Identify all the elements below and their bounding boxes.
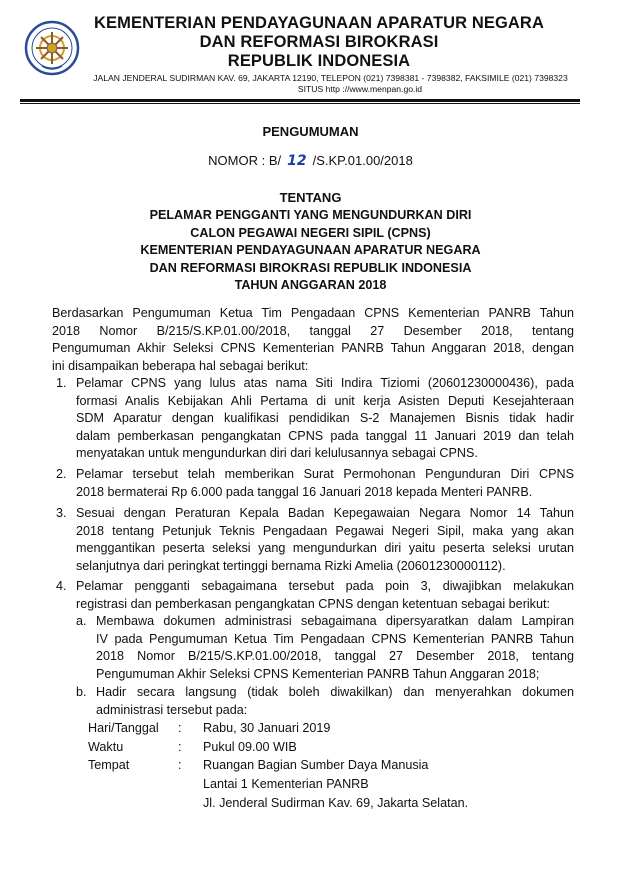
- item-text: [76, 466, 574, 501]
- document-title: PENGUMUMAN: [262, 124, 359, 139]
- item-line: menggantikan peserta seleksi yang mengundurkan diri yaitu peserta seleksi urutan: [76, 541, 574, 556]
- nomor-prefix: NOMOR : B/: [208, 153, 282, 168]
- intro-line: Berdasarkan Pengumuman Ketua Tim Pengadaan CPNS Kementerian PANRB Tahun: [52, 306, 574, 320]
- subitem-line: Pengumuman Akhir Seleksi CPNS Kementerian PANRB Tahun Anggaran 2018;: [96, 666, 540, 681]
- item-text: [76, 505, 574, 575]
- letterhead-rule: [20, 99, 580, 102]
- subitem-line: 2018 Nomor B/215/S.KP.01.00/2018, tanggal 27 Desember 2018, tentang: [96, 649, 574, 664]
- item-text: [76, 375, 574, 463]
- document-number: [0, 153, 621, 169]
- letterhead-website: SITUS http ://www.menpan.go.id: [297, 84, 423, 94]
- item-line: formasi Analis Kebijakan Ahli Pertama di unit kerja Asisten Deputi Kesejahteraan: [76, 393, 574, 408]
- schedule-label: Hari/Tanggal: [88, 721, 159, 735]
- subitem-text: [96, 684, 574, 719]
- intro-line: 2018 Nomor B/215/S.KP.01.00/2018, tanggal 27 Desember 2018, tentang: [52, 323, 574, 338]
- letterhead-line-3: REPUBLIK INDONESIA: [227, 52, 411, 70]
- subject-line: CALON PEGAWAI NEGERI SIPIL (CPNS): [190, 226, 431, 240]
- ministry-emblem-icon: [24, 20, 80, 76]
- item-line: 2018 tentang Petunjuk Teknis Pengadaan Pegawai Negeri Sipil, maka yang akan: [76, 523, 574, 538]
- item-line: Sesuai dengan Peraturan Kepala Badan Kepegawaian Negara Nomor 14 Tahun: [76, 506, 574, 520]
- tentang-heading: TENTANG: [279, 190, 342, 205]
- item-line: selanjutnya dari peringkat tertinggi bernama Rizki Amelia (20601230000112).: [76, 558, 506, 573]
- item-line: 2018 bermaterai Rp 6.000 pada tanggal 16 Januari 2018 kepada Menteri PANRB.: [76, 484, 533, 499]
- schedule-label: Tempat: [88, 758, 130, 772]
- item-line: Pelamar tersebut telah memberikan Surat Permohonan Pengunduran Diri CPNS: [76, 467, 574, 481]
- subject-line: PELAMAR PENGGANTI YANG MENGUNDURKAN DIRI: [149, 208, 472, 222]
- intro-paragraph: [52, 305, 574, 375]
- letterhead-rule-thin: [20, 103, 580, 104]
- item-number: 3.: [56, 506, 67, 520]
- item-number: 4.: [56, 579, 67, 593]
- schedule-separator: :: [178, 721, 182, 735]
- schedule-value: Jl. Jenderal Sudirman Kav. 69, Jakarta Selatan.: [203, 796, 469, 810]
- schedule-value: Pukul 09.00 WIB: [203, 740, 297, 754]
- subject-line: TAHUN ANGGARAN 2018: [234, 278, 387, 292]
- schedule-value: Lantai 1 Kementerian PANRB: [203, 777, 369, 791]
- subitem-text: [96, 613, 574, 683]
- subitem-line: IV pada Pengumuman Ketua Tim Pengadaan CPNS Kementerian PANRB Tahun: [96, 631, 574, 646]
- schedule-separator: :: [178, 758, 182, 772]
- letterhead-address: JALAN JENDERAL SUDIRMAN KAV. 69, JAKARTA 12190, TELEPON (021) 7398381 - 7398382, FAKSIMILE (021) 7398323: [93, 73, 568, 83]
- subitem-line: Membawa dokumen administrasi sebagaimana dipersyaratkan dalam Lampiran: [96, 614, 574, 628]
- item-number: 1.: [56, 376, 67, 390]
- letterhead-line-2: DAN REFORMASI BIROKRASI: [199, 33, 439, 51]
- schedule-value: Ruangan Bagian Sumber Daya Manusia: [203, 758, 429, 772]
- item-text: [76, 578, 574, 613]
- item-line: menyatakan untuk mengundurkan diri dari kelulusannya sebagai CPNS.: [76, 446, 478, 461]
- intro-line: ini disampaikan beberapa hal sebagai berikut:: [52, 358, 309, 373]
- letterhead-line-1: KEMENTERIAN PENDAYAGUNAAN APARATUR NEGARA: [94, 14, 544, 32]
- item-line: Pelamar pengganti sebagaimana tersebut pada poin 3, diwajibkan melakukan: [76, 579, 574, 593]
- item-line: SDM Aparatur dengan kualifikasi pendidikan S-2 Manajemen Bisnis tidak hadir: [76, 411, 574, 426]
- schedule-separator: :: [178, 740, 182, 754]
- subject-line: KEMENTERIAN PENDAYAGUNAAN APARATUR NEGARA: [140, 243, 481, 257]
- item-number: 2.: [56, 467, 67, 481]
- schedule-value: Rabu, 30 Januari 2019: [203, 721, 331, 735]
- nomor-suffix: /S.KP.01.00/2018: [312, 153, 413, 168]
- subitem-letter: b.: [76, 685, 87, 699]
- subitem-letter: a.: [76, 614, 87, 628]
- subject-line: DAN REFORMASI BIROKRASI REPUBLIK INDONESIA: [149, 261, 472, 275]
- nomor-handwritten: 12: [287, 153, 307, 169]
- subitem-line: administrasi tersebut pada:: [96, 702, 248, 717]
- item-line: Pelamar CPNS yang lulus atas nama Siti Indira Tiziomi (20601230000436), pada: [76, 376, 574, 390]
- schedule-label: Waktu: [88, 740, 124, 754]
- subitem-line: Hadir secara langsung (tidak boleh diwakilkan) dan menyerahkan dokumen: [96, 685, 574, 699]
- intro-line: Pengumuman Akhir Seleksi CPNS Kementerian PANRB Tahun Anggaran 2018, dengan: [52, 341, 574, 356]
- item-line: registrasi dan pemberkasan pengangkatan CPNS dengan ketentuan sebagai berikut:: [76, 596, 550, 611]
- item-line: dalam pemberkasan pengangkatan CPNS pada tanggal 11 Januari 2019 dan telah: [76, 428, 574, 443]
